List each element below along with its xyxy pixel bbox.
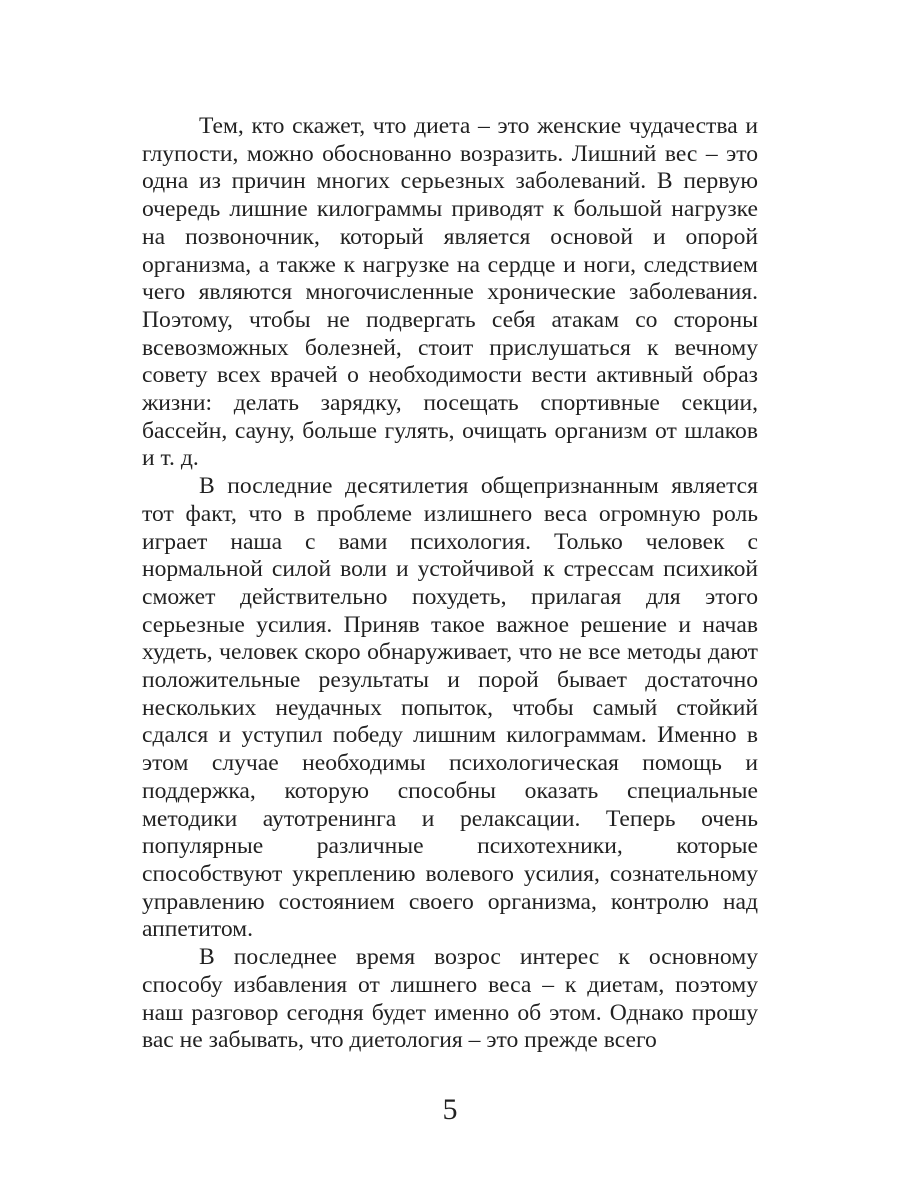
paragraph-2: В последние десятилетия общепризнанным является тот факт, что в проблеме излишнего веса огромную роль играет наша с вами психология. Только человек с нормальной силой воли и устойчивой к стрессам психикой сможет действительно похудеть, прилагая для этого серьезные усилия. Приняв такое важное решение и начав худеть, человек скоро обнаруживает, что не все методы дают положительные результаты и порой бывает достаточно нескольких неудачных попыток, чтобы самый стойкий сдался и уступил победу лишним килограммам. Именно в этом случае необходимы психологическая помощь и поддержка, которую способны оказать специальные методики аутотренинга и релаксации. Теперь очень популярные различные психотехники, которые способствуют укреплению волевого усилия, сознательному управлению состоянием своего организма, контролю над аппетитом. xyxy=(142,473,758,943)
page-number: 5 xyxy=(442,1093,458,1126)
paragraph-3: В последнее время возрос интерес к основному способу избавления от лишнего веса – к диетам, поэтому наш разговор сегодня будет именно об этом. Однако прошу вас не забывать, что диетология – это прежде всего xyxy=(142,944,758,1054)
body-text xyxy=(142,113,758,1055)
paragraph-1: Тем, кто скажет, что диета – это женские чудачества и глупости, можно обоснованно возразить. Лишний вес – это одна из причин многих серьезных заболеваний. В первую очередь лишние килограммы приводят к большой нагрузке на позвоночник, который является основой и опорой организма, а также к нагрузке на сердце и ноги, следствием чего являются многочисленные хронические заболевания. Поэтому, чтобы не подвергать себя атакам со стороны всевозможных болезней, стоит прислушаться к вечному совету всех врачей о необходимости вести активный образ жизни: делать зарядку, посещать спортивные секции, бассейн, сауну, больше гулять, очищать организм от шлаков и т. д. xyxy=(142,113,758,472)
